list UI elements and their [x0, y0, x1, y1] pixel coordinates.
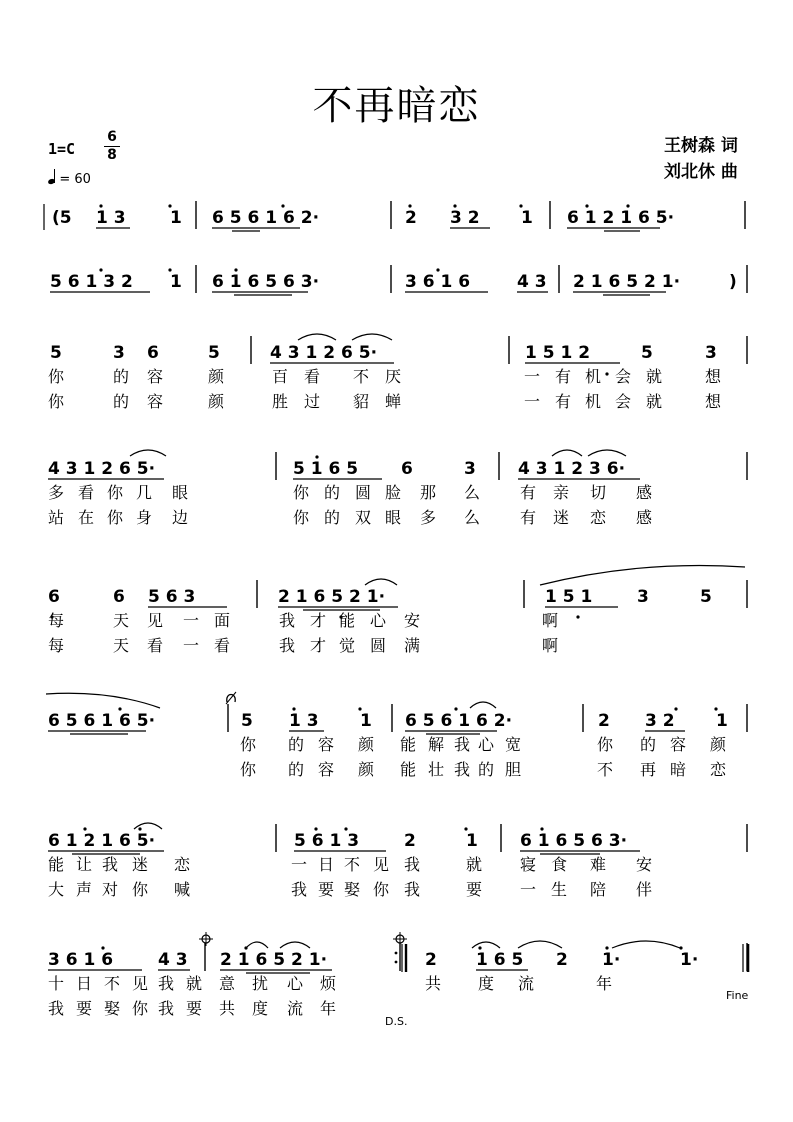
note-group: 5 [700, 587, 712, 607]
note-group: 3 6 1 6 [405, 272, 471, 292]
lyric-char: 一 [183, 611, 200, 630]
lyric-char: 伴 [636, 880, 653, 899]
note-group: 6 [401, 459, 413, 479]
note-group: 1 [170, 272, 182, 292]
lyric-char: 我 [454, 735, 471, 754]
note-group: 2 1 6 5 2 1· [278, 587, 386, 607]
lyric-char: 天 [113, 636, 130, 655]
lyric-char: 让 [76, 855, 93, 874]
slur [298, 334, 336, 340]
note-group: 3 [637, 587, 649, 607]
note-group: 6 5 6 1 6 2· [405, 711, 513, 731]
lyric-char: 解 [428, 735, 445, 754]
lyric-char: 看 [304, 367, 321, 386]
lyric-char: 感 [636, 483, 653, 502]
octave-dot [436, 268, 439, 271]
lyric-char: 对 [102, 880, 119, 899]
lyric-char: 能 [400, 760, 417, 779]
lyric-char: 不 [353, 367, 370, 386]
lyric-char: 我 [158, 974, 175, 993]
note-group: 3 2 [450, 208, 480, 228]
lyric-char: 暗 [670, 760, 687, 779]
lyric-char: 共 [219, 999, 236, 1018]
note-group: 6 5 6 1 6 2· [212, 208, 320, 228]
note-group: 6 1 6 5 6 3· [212, 272, 320, 292]
note-group: 1 [360, 711, 372, 731]
lyric-char: 声 [76, 880, 93, 899]
note-group: 6 [113, 587, 125, 607]
note-group: 6 1 2 1 6 5· [567, 208, 675, 228]
lyric-char: 每 [48, 636, 65, 655]
lyric-char: 有 [520, 483, 537, 502]
note-group: 3 2 [645, 711, 675, 731]
note-group: 5 1 6 5 [293, 459, 359, 479]
note-group: 5 [50, 343, 62, 363]
lyric-char: 有 [555, 367, 572, 386]
lyric-char: 的 [288, 735, 305, 754]
octave-dot [674, 707, 677, 710]
lyric-char: 圆 [370, 636, 387, 655]
lyric-char: 要 [466, 880, 483, 899]
octave-dot [464, 827, 467, 830]
lyric-char: 身 [136, 508, 153, 527]
lyric-char: 过 [304, 392, 321, 411]
lyric-char: 你 [293, 483, 310, 502]
slur [46, 693, 160, 708]
lyric-char: 我 [279, 636, 296, 655]
lyric-char: 容 [318, 735, 335, 754]
lyric-char: 厌 [385, 367, 402, 386]
lyric-char: 你 [597, 735, 614, 754]
note-group: 4 3 [158, 950, 188, 970]
lyric-char: 我 [279, 611, 296, 630]
lyric-char: 面 [214, 611, 231, 630]
lyric-char: 共 [425, 974, 442, 993]
lyric-char: 么 [464, 508, 481, 527]
lyric-char: 有 [555, 392, 572, 411]
note-group: 1 6 5 [476, 950, 524, 970]
lyric-char: 颜 [208, 367, 225, 386]
note-group: 2 [425, 950, 437, 970]
lyric-char: 能 [339, 611, 356, 630]
lyric-char: 看 [147, 636, 164, 655]
lyric-char: 你 [293, 508, 310, 527]
lyric-char: 啊 [542, 636, 559, 655]
octave-dot [540, 827, 543, 830]
note-group: 1 3 [96, 208, 126, 228]
note-group: 5 [241, 711, 253, 731]
lyric-char: 边 [172, 508, 189, 527]
octave-dot [478, 946, 481, 949]
lyric-char: 每 [48, 611, 65, 630]
slur [470, 702, 496, 708]
lyric-char: 我 [404, 855, 421, 874]
lyric-char: 不 [344, 855, 361, 874]
lyric-char: 一 [524, 392, 541, 411]
lyric-char: 扰 [252, 974, 269, 993]
lyric-char: 啊 [542, 611, 559, 630]
lyric-char: 容 [670, 735, 687, 754]
octave-dot [585, 204, 588, 207]
note-group: 1· [680, 950, 699, 970]
octave-dot [315, 455, 318, 458]
fine-mark: Fine [726, 989, 749, 1002]
lyric-char: 满 [404, 636, 421, 655]
octave-dot [292, 707, 295, 710]
slur [518, 941, 562, 948]
octave-dot [453, 204, 456, 207]
lyric-char: 颜 [358, 760, 375, 779]
note-group: 4 3 1 2 6 5· [48, 459, 156, 479]
note-group: 4 3 [517, 272, 547, 292]
octave-dot [519, 204, 522, 207]
lyric-char: 你 [132, 880, 149, 899]
lyric-char: 貂 [353, 392, 370, 411]
lyric-char: 你 [240, 760, 257, 779]
lyric-char: 会 [615, 367, 632, 386]
octave-dot [118, 707, 121, 710]
lyric-char: 看 [78, 483, 95, 502]
note-group: 5 [208, 343, 220, 363]
octave-dot [138, 827, 141, 830]
note-group: 6 [147, 343, 159, 363]
note-group: 5 6 1 3 2 [50, 272, 133, 292]
note-group: 1 3 [289, 711, 319, 731]
lyric-char: 站 [48, 508, 65, 527]
lyric-char: 会 [615, 392, 632, 411]
lyric-char: 亲 [553, 483, 570, 502]
meter-bottom: 8 [107, 147, 117, 163]
lyric-char: 我 [48, 999, 65, 1018]
lyric-char: 不 [597, 760, 614, 779]
lyric-char: 生 [551, 880, 568, 899]
note-group: (5 [52, 208, 72, 228]
lyric-char: 一 [183, 636, 200, 655]
note-group: 6 [48, 587, 60, 607]
lyric-char: 壮 [428, 760, 445, 779]
note-group: 5 6 3 [148, 587, 196, 607]
octave-dot [408, 204, 411, 207]
lyric-char: 要 [318, 880, 335, 899]
octave-dot [101, 946, 104, 949]
lyric-char: 蝉 [385, 392, 402, 411]
note-group: 4 3 1 2 3 6· [518, 459, 626, 479]
lyric-char: 娶 [344, 880, 361, 899]
dal-segno-mark: D.S. [385, 1015, 408, 1028]
lyric-char: 日 [76, 974, 93, 993]
octave-dot [626, 204, 629, 207]
lyric-char: 恋 [590, 508, 607, 527]
note-group: 2 1 6 5 2 1· [220, 950, 328, 970]
key-signature: 1=C [48, 140, 76, 158]
note-group: 3 [113, 343, 125, 363]
lyric-char: 能 [48, 855, 65, 874]
lyric-char: 多 [420, 508, 437, 527]
slur [246, 942, 268, 948]
lyric-char: 觉 [339, 636, 356, 655]
slur [134, 823, 162, 829]
lyric-char: 我 [158, 999, 175, 1018]
note-group: 1 [466, 831, 478, 851]
lyric-char: 喊 [174, 880, 191, 899]
lyric-char: 想 [705, 367, 722, 386]
lyric-char: 意 [219, 974, 236, 993]
note-group: 1 [170, 208, 182, 228]
lyric-char: 心 [287, 974, 304, 993]
lyric-char: 要 [186, 999, 203, 1018]
note-group: 1· [602, 950, 621, 970]
note-group: 6 1 6 5 6 3· [520, 831, 628, 851]
note-group: 3 [464, 459, 476, 479]
lyric-char: 的 [324, 508, 341, 527]
lyric-char: 在 [78, 508, 95, 527]
lyric-char: 才 [310, 636, 327, 655]
lyric-char: 一 [520, 880, 537, 899]
octave-dot [83, 827, 86, 830]
note-group: 2 [598, 711, 610, 731]
lyric-char: 你 [240, 735, 257, 754]
octave-dot [605, 946, 608, 949]
lyric-char: 颜 [208, 392, 225, 411]
lyric-char: 宽 [505, 735, 522, 754]
lyric-char: 一 [291, 855, 308, 874]
lyric-char: 你 [373, 880, 390, 899]
slur [552, 450, 582, 456]
octave-dot [576, 615, 579, 618]
lyric-char: 见 [132, 974, 149, 993]
lyric-char: 流 [518, 974, 535, 993]
octave-dot [605, 372, 608, 375]
octave-dot [714, 707, 717, 710]
octave-dot [358, 707, 361, 710]
slur [352, 334, 392, 340]
lyric-char: 流 [287, 999, 304, 1018]
octave-dot [99, 204, 102, 207]
meter-top: 6 [107, 129, 117, 145]
lyric-char: 就 [646, 392, 663, 411]
lyric-char: 我 [404, 880, 421, 899]
lyric-char: 感 [636, 508, 653, 527]
repeat-dot [395, 952, 398, 955]
octave-dot [234, 268, 237, 271]
octave-dot [281, 204, 284, 207]
lyric-char: 日 [318, 855, 335, 874]
lyric-char: 心 [478, 735, 495, 754]
lyric-char: 眼 [385, 508, 402, 527]
note-group: 2 1 6 5 2 1· [573, 272, 681, 292]
note-group: 3 6 1 6 [48, 950, 114, 970]
lyric-char: 多 [48, 483, 65, 502]
note-group: 1 [521, 208, 533, 228]
lyric-char: 要 [76, 999, 93, 1018]
octave-dot [344, 827, 347, 830]
note-group: 3 [705, 343, 717, 363]
lyric-char: 颜 [710, 735, 727, 754]
lyric-char: 颜 [358, 735, 375, 754]
lyric-char: 双 [355, 508, 372, 527]
lyric-char: 就 [186, 974, 203, 993]
slur [365, 579, 397, 585]
lyric-char: 见 [147, 611, 164, 630]
note-group: ) [729, 272, 737, 292]
lyric-char: 度 [478, 974, 495, 993]
lyric-char: 眼 [172, 483, 189, 502]
lyric-char: 就 [466, 855, 483, 874]
octave-dot [454, 707, 457, 710]
lyric-char: 心 [370, 611, 387, 630]
note-group: 2 [405, 208, 417, 228]
lyric-char: 圆 [355, 483, 372, 502]
note-group: 2 [556, 950, 568, 970]
lyric-char: 容 [147, 367, 164, 386]
lyric-char: 恋 [174, 855, 191, 874]
lyric-char: 能 [400, 735, 417, 754]
lyric-char: 那 [420, 483, 437, 502]
lyric-char: 脸 [385, 483, 402, 502]
note-group: 1 [716, 711, 728, 731]
lyric-char: 就 [646, 367, 663, 386]
lyric-char: 难 [590, 855, 607, 874]
note-group: 6 5 6 1 6 5· [48, 711, 156, 731]
lyric-char: 安 [404, 611, 421, 630]
tempo-value: = 60 [59, 172, 91, 187]
lyric-char: 百 [272, 367, 289, 386]
lyric-char: 的 [640, 735, 657, 754]
slur [130, 450, 166, 456]
lyric-char: 胆 [505, 760, 522, 779]
note-group: 5 6 1 3 [294, 831, 360, 851]
note-group: 6 1 2 1 6 5· [48, 831, 156, 851]
slur [540, 565, 745, 585]
lyric-char: 的 [324, 483, 341, 502]
lyric-char: 迷 [132, 855, 149, 874]
lyric-char: 年 [320, 999, 337, 1018]
slur [612, 941, 680, 948]
lyric-char: 的 [288, 760, 305, 779]
lyric-char: 你 [48, 392, 65, 411]
lyric-char: 有 [520, 508, 537, 527]
lyric-char: 看 [214, 636, 231, 655]
lyric-char: 机 [585, 392, 602, 411]
lyric-char: 我 [454, 760, 471, 779]
lyric-char: 一 [524, 367, 541, 386]
lyric-char: 安 [636, 855, 653, 874]
lyric-char: 天 [113, 611, 130, 630]
octave-dot [314, 827, 317, 830]
lyric-char: 你 [132, 999, 149, 1018]
lyric-char: 的 [113, 392, 130, 411]
lyric-char: 娶 [104, 999, 121, 1018]
lyric-char: 烦 [320, 974, 337, 993]
slur [588, 450, 626, 456]
lyric-char: 不 [104, 974, 121, 993]
lyric-char: 寝 [520, 855, 537, 874]
lyric-char: 我 [291, 880, 308, 899]
note-group: 1 5 1 [545, 587, 593, 607]
lyric-char: 机 [585, 367, 602, 386]
lyric-char: 胜 [272, 392, 289, 411]
lyric-char: 容 [147, 392, 164, 411]
lyric-char: 我 [102, 855, 119, 874]
lyric-char: 大 [48, 880, 65, 899]
octave-dot [168, 268, 171, 271]
repeat-dot [395, 961, 398, 964]
slur [280, 942, 310, 948]
octave-dot [99, 268, 102, 271]
lyric-char: 年 [596, 974, 613, 993]
lyricist-credit: 王树森 词 [664, 136, 738, 156]
octave-dot [168, 204, 171, 207]
lyric-char: 么 [464, 483, 481, 502]
lyric-char: 十 [48, 974, 65, 993]
lyric-char: 想 [705, 392, 722, 411]
lyric-char: 迷 [553, 508, 570, 527]
lyric-char: 你 [107, 508, 124, 527]
lyric-char: 你 [107, 483, 124, 502]
composer-credit: 刘北休 曲 [664, 162, 738, 182]
note-group: 1 5 1 2 [525, 343, 591, 363]
note-group: 2 [404, 831, 416, 851]
song-title: 不再暗恋 [312, 83, 481, 129]
lyric-char: 食 [551, 855, 568, 874]
lyric-char: 恋 [710, 760, 727, 779]
note-group: 4 3 1 2 6 5· [270, 343, 378, 363]
lyric-char: 见 [373, 855, 390, 874]
lyric-char: 再 [640, 760, 657, 779]
lyric-char: 几 [136, 483, 153, 502]
lyric-char: 的 [478, 760, 495, 779]
lyric-char: 切 [590, 483, 607, 502]
lyric-char: 容 [318, 760, 335, 779]
slur [472, 942, 500, 948]
note-group: 5 [641, 343, 653, 363]
lyric-char: 陪 [590, 880, 607, 899]
lyric-char: 才 [310, 611, 327, 630]
lyric-char: 度 [252, 999, 269, 1018]
lyric-char: 你 [48, 367, 65, 386]
lyric-char: 的 [113, 367, 130, 386]
